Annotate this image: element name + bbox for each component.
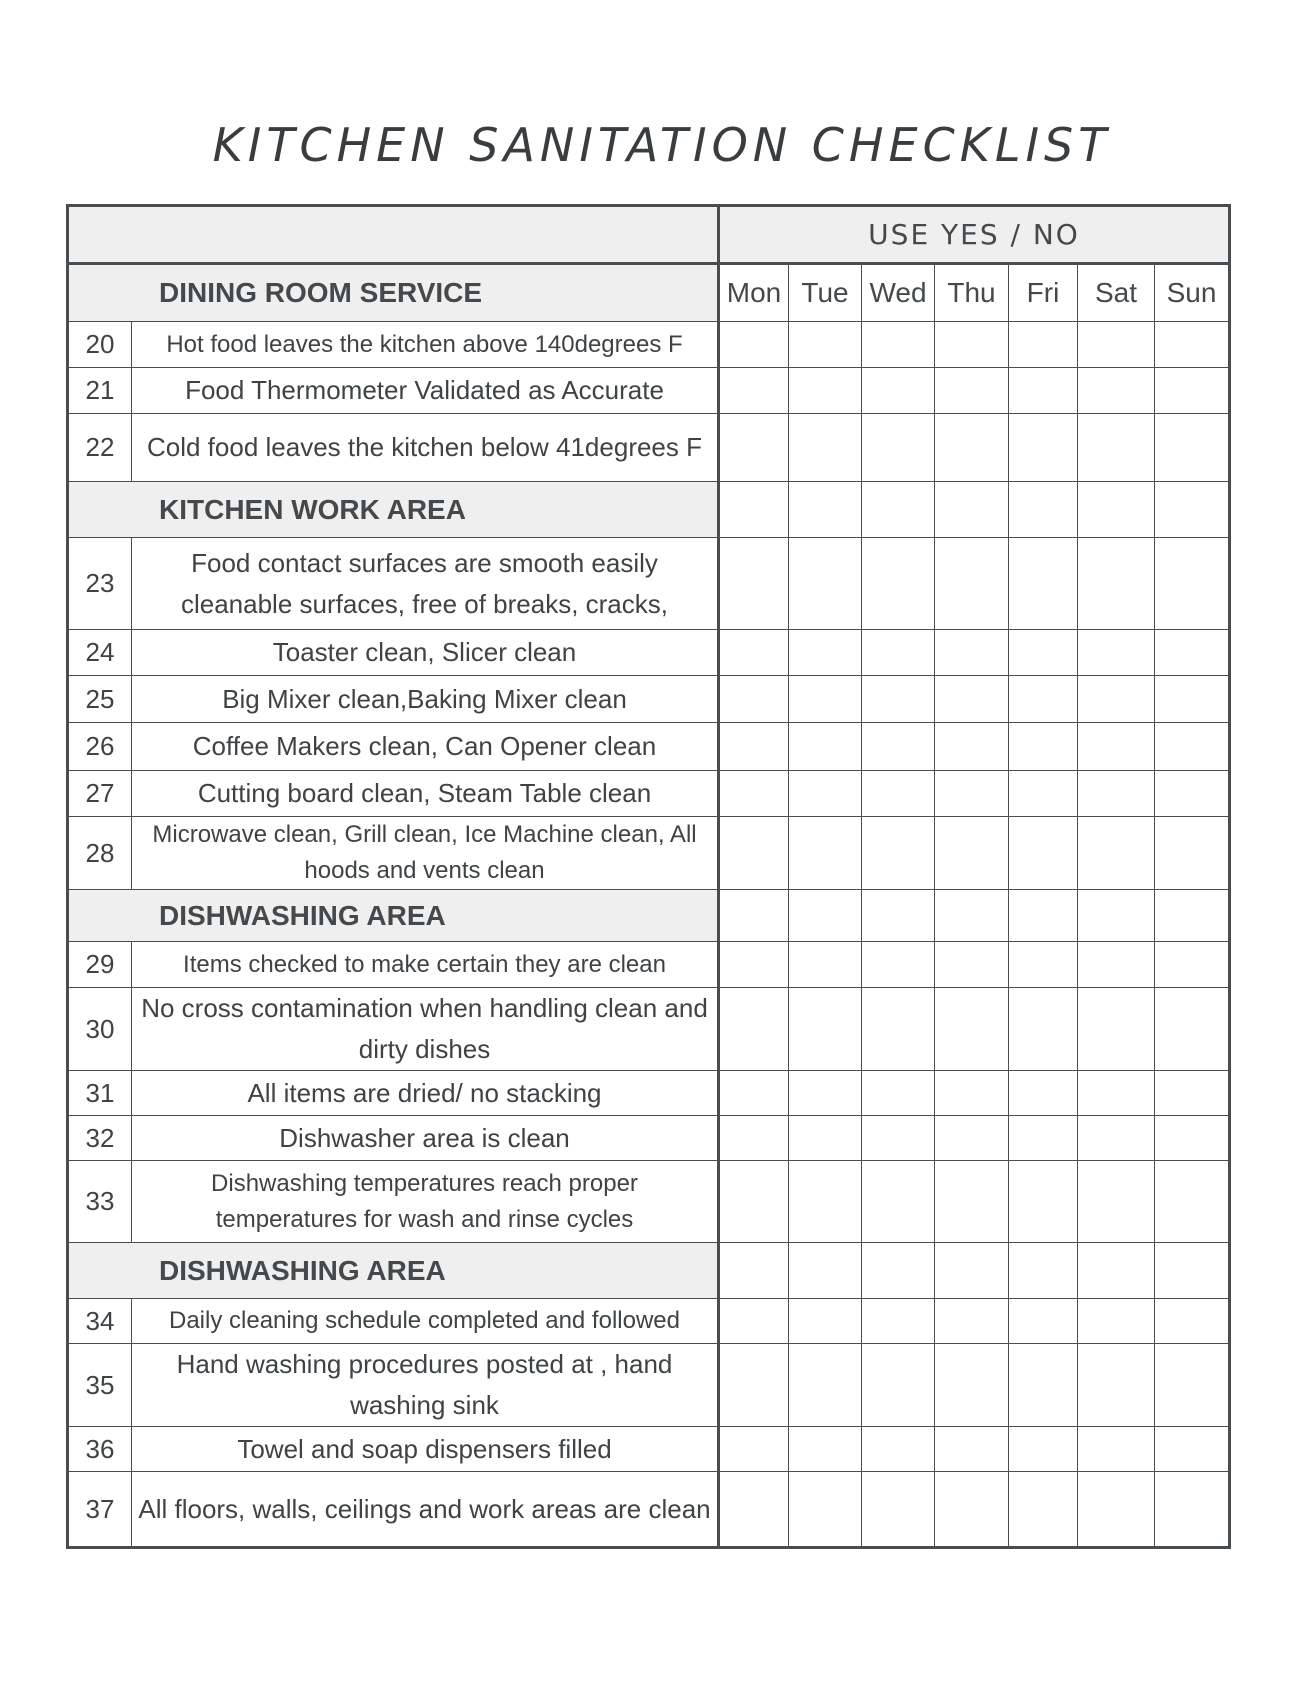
- check-cell-mon[interactable]: [719, 368, 789, 414]
- item-number: 26: [68, 723, 132, 771]
- checklist-row: [68, 1427, 1230, 1472]
- day-header-mon: Mon: [719, 264, 789, 322]
- checklist-row: [68, 1344, 1230, 1427]
- item-number: 29: [68, 942, 132, 988]
- check-cell-fri[interactable]: [1009, 414, 1078, 482]
- check-cell-sun[interactable]: [1155, 988, 1230, 1071]
- check-cell[interactable]: [1155, 1243, 1230, 1299]
- item-description: Toaster clean, Slicer clean: [132, 630, 719, 676]
- section-row: [68, 1243, 1230, 1299]
- checklist-row: [68, 988, 1230, 1071]
- checklist-row: [68, 368, 1230, 414]
- check-cell-wed[interactable]: [862, 368, 935, 414]
- check-cell[interactable]: [1078, 1243, 1155, 1299]
- section-row: [68, 482, 1230, 538]
- item-description: All floors, walls, ceilings and work areas are clean: [132, 1472, 719, 1548]
- check-cell-tue[interactable]: [789, 1299, 862, 1344]
- check-cell-fri[interactable]: [1009, 1427, 1078, 1472]
- checklist-row: [68, 414, 1230, 482]
- check-cell-sun[interactable]: [1155, 1299, 1230, 1344]
- item-description: Hot food leaves the kitchen above 140degrees F: [132, 322, 719, 368]
- checklist-row: [68, 1472, 1230, 1548]
- check-cell-mon[interactable]: [719, 817, 789, 890]
- check-cell-wed[interactable]: [862, 988, 935, 1071]
- item-number: 27: [68, 771, 132, 817]
- check-cell-thu[interactable]: [935, 1427, 1009, 1472]
- check-cell-wed[interactable]: [862, 676, 935, 723]
- page-title: KITCHEN SANITATION CHECKLIST: [212, 118, 1112, 172]
- check-cell[interactable]: [1155, 890, 1230, 942]
- check-cell-mon[interactable]: [719, 988, 789, 1071]
- check-cell-tue[interactable]: [789, 723, 862, 771]
- check-cell-sun[interactable]: [1155, 1427, 1230, 1472]
- check-cell-fri[interactable]: [1009, 988, 1078, 1071]
- item-number: 32: [68, 1116, 132, 1161]
- check-cell-sat[interactable]: [1078, 1071, 1155, 1116]
- check-cell-tue[interactable]: [789, 942, 862, 988]
- check-cell-tue[interactable]: [789, 1161, 862, 1243]
- check-cell-sat[interactable]: [1078, 771, 1155, 817]
- check-cell-tue[interactable]: [789, 771, 862, 817]
- check-cell-thu[interactable]: [935, 1472, 1009, 1548]
- check-cell-sun[interactable]: [1155, 322, 1230, 368]
- check-cell-fri[interactable]: [1009, 676, 1078, 723]
- check-cell-sun[interactable]: [1155, 1344, 1230, 1427]
- check-cell-mon[interactable]: [719, 1071, 789, 1116]
- check-cell-thu[interactable]: [935, 942, 1009, 988]
- check-cell-sat[interactable]: [1078, 1344, 1155, 1427]
- item-number: 28: [68, 817, 132, 890]
- checklist-row: [68, 676, 1230, 723]
- check-cell-wed[interactable]: [862, 771, 935, 817]
- day-header-tue: Tue: [789, 264, 862, 322]
- check-cell[interactable]: [862, 890, 935, 942]
- item-description: Cutting board clean, Steam Table clean: [132, 771, 719, 817]
- checklist-row: [68, 1161, 1230, 1243]
- check-cell-sun[interactable]: [1155, 538, 1230, 630]
- check-cell-sun[interactable]: [1155, 1071, 1230, 1116]
- check-cell-wed[interactable]: [862, 322, 935, 368]
- section-title: DINING ROOM SERVICE: [68, 264, 719, 322]
- checklist-row: [68, 942, 1230, 988]
- check-cell-wed[interactable]: [862, 942, 935, 988]
- day-header-fri: Fri: [1009, 264, 1078, 322]
- section-row: [68, 890, 1230, 942]
- check-cell[interactable]: [1078, 890, 1155, 942]
- check-cell-sat[interactable]: [1078, 723, 1155, 771]
- day-header-wed: Wed: [862, 264, 935, 322]
- item-number: 34: [68, 1299, 132, 1344]
- section-title: DISHWASHING AREA: [68, 890, 719, 942]
- check-cell[interactable]: [719, 482, 789, 538]
- checklist-row: [68, 771, 1230, 817]
- check-cell-sat[interactable]: [1078, 1472, 1155, 1548]
- day-header-thu: Thu: [935, 264, 1009, 322]
- check-cell-thu[interactable]: [935, 368, 1009, 414]
- checklist-table: [66, 204, 1231, 1549]
- check-cell[interactable]: [935, 1243, 1009, 1299]
- check-cell-tue[interactable]: [789, 1427, 862, 1472]
- check-cell-fri[interactable]: [1009, 1344, 1078, 1427]
- item-number: 30: [68, 988, 132, 1071]
- check-cell-tue[interactable]: [789, 676, 862, 723]
- check-cell-thu[interactable]: [935, 1344, 1009, 1427]
- item-description: Food Thermometer Validated as Accurate: [132, 368, 719, 414]
- check-cell-tue[interactable]: [789, 988, 862, 1071]
- check-cell-mon[interactable]: [719, 723, 789, 771]
- check-cell-sun[interactable]: [1155, 1116, 1230, 1161]
- check-cell-sat[interactable]: [1078, 538, 1155, 630]
- check-cell[interactable]: [862, 1243, 935, 1299]
- checklist-row: [68, 723, 1230, 771]
- check-cell[interactable]: [935, 890, 1009, 942]
- check-cell-sat[interactable]: [1078, 368, 1155, 414]
- check-cell-sun[interactable]: [1155, 630, 1230, 676]
- check-cell-sat[interactable]: [1078, 1427, 1155, 1472]
- check-cell-thu[interactable]: [935, 414, 1009, 482]
- check-cell-fri[interactable]: [1009, 368, 1078, 414]
- check-cell-thu[interactable]: [935, 538, 1009, 630]
- item-description: Dishwashing temperatures reach proper temperatures for wash and rinse cycles: [132, 1161, 719, 1243]
- check-cell-wed[interactable]: [862, 538, 935, 630]
- header-blank-cell: [68, 206, 719, 264]
- item-description: Dishwasher area is clean: [132, 1116, 719, 1161]
- item-number: 25: [68, 676, 132, 723]
- header-row: [68, 206, 1230, 264]
- check-cell-mon[interactable]: [719, 1427, 789, 1472]
- check-cell[interactable]: [1009, 482, 1078, 538]
- item-number: 33: [68, 1161, 132, 1243]
- check-cell[interactable]: [1009, 890, 1078, 942]
- check-cell-mon[interactable]: [719, 1344, 789, 1427]
- check-cell-mon[interactable]: [719, 771, 789, 817]
- check-cell-wed[interactable]: [862, 817, 935, 890]
- check-cell-sun[interactable]: [1155, 676, 1230, 723]
- check-cell-mon[interactable]: [719, 1116, 789, 1161]
- check-cell-sat[interactable]: [1078, 1116, 1155, 1161]
- check-cell-mon[interactable]: [719, 630, 789, 676]
- checklist-row: [68, 538, 1230, 630]
- check-cell-sun[interactable]: [1155, 723, 1230, 771]
- check-cell-tue[interactable]: [789, 817, 862, 890]
- item-description: Hand washing procedures posted at , hand washing sink: [132, 1344, 719, 1427]
- check-cell-wed[interactable]: [862, 1116, 935, 1161]
- check-cell-tue[interactable]: [789, 322, 862, 368]
- check-cell-sat[interactable]: [1078, 1299, 1155, 1344]
- checklist-row: [68, 1299, 1230, 1344]
- check-cell-sat[interactable]: [1078, 630, 1155, 676]
- check-cell-sat[interactable]: [1078, 1161, 1155, 1243]
- check-cell-tue[interactable]: [789, 1071, 862, 1116]
- check-cell-mon[interactable]: [719, 1161, 789, 1243]
- check-cell-sat[interactable]: [1078, 414, 1155, 482]
- day-header-sun: Sun: [1155, 264, 1230, 322]
- check-cell-mon[interactable]: [719, 942, 789, 988]
- check-cell-tue[interactable]: [789, 414, 862, 482]
- item-description: No cross contamination when handling clean and dirty dishes: [132, 988, 719, 1071]
- check-cell[interactable]: [719, 1243, 789, 1299]
- check-cell[interactable]: [719, 890, 789, 942]
- check-cell-tue[interactable]: [789, 368, 862, 414]
- check-cell-sun[interactable]: [1155, 1472, 1230, 1548]
- check-cell-tue[interactable]: [789, 1116, 862, 1161]
- check-cell-sat[interactable]: [1078, 322, 1155, 368]
- check-cell-sat[interactable]: [1078, 817, 1155, 890]
- check-cell-thu[interactable]: [935, 771, 1009, 817]
- item-number: 21: [68, 368, 132, 414]
- check-cell-mon[interactable]: [719, 1472, 789, 1548]
- check-cell-thu[interactable]: [935, 1161, 1009, 1243]
- check-cell-fri[interactable]: [1009, 723, 1078, 771]
- check-cell-fri[interactable]: [1009, 1161, 1078, 1243]
- check-cell[interactable]: [789, 1243, 862, 1299]
- check-cell-fri[interactable]: [1009, 630, 1078, 676]
- item-description: Coffee Makers clean, Can Opener clean: [132, 723, 719, 771]
- check-cell-tue[interactable]: [789, 1472, 862, 1548]
- check-cell-wed[interactable]: [862, 723, 935, 771]
- check-cell-wed[interactable]: [862, 1161, 935, 1243]
- check-cell-wed[interactable]: [862, 1299, 935, 1344]
- check-cell-mon[interactable]: [719, 322, 789, 368]
- check-cell-thu[interactable]: [935, 723, 1009, 771]
- check-cell[interactable]: [1009, 1243, 1078, 1299]
- item-description: Cold food leaves the kitchen below 41degrees F: [132, 414, 719, 482]
- check-cell-wed[interactable]: [862, 1472, 935, 1548]
- check-cell-sat[interactable]: [1078, 988, 1155, 1071]
- item-description: Items checked to make certain they are clean: [132, 942, 719, 988]
- item-number: 23: [68, 538, 132, 630]
- check-cell[interactable]: [1078, 482, 1155, 538]
- check-cell-mon[interactable]: [719, 538, 789, 630]
- check-cell-sun[interactable]: [1155, 942, 1230, 988]
- check-cell[interactable]: [789, 482, 862, 538]
- check-cell-tue[interactable]: [789, 538, 862, 630]
- check-cell-wed[interactable]: [862, 414, 935, 482]
- checklist-row: [68, 1116, 1230, 1161]
- check-cell-fri[interactable]: [1009, 1472, 1078, 1548]
- item-number: 35: [68, 1344, 132, 1427]
- item-description: Daily cleaning schedule completed and followed: [132, 1299, 719, 1344]
- check-cell-wed[interactable]: [862, 1344, 935, 1427]
- check-cell[interactable]: [862, 482, 935, 538]
- checklist-row: [68, 322, 1230, 368]
- check-cell-mon[interactable]: [719, 414, 789, 482]
- item-number: 24: [68, 630, 132, 676]
- item-number: 36: [68, 1427, 132, 1472]
- item-number: 22: [68, 414, 132, 482]
- check-cell-fri[interactable]: [1009, 322, 1078, 368]
- section-title: KITCHEN WORK AREA: [68, 482, 719, 538]
- check-cell-fri[interactable]: [1009, 1071, 1078, 1116]
- day-header-sat: Sat: [1078, 264, 1155, 322]
- check-cell-thu[interactable]: [935, 1299, 1009, 1344]
- check-cell[interactable]: [789, 890, 862, 942]
- check-cell-fri[interactable]: [1009, 538, 1078, 630]
- checklist-row: [68, 1071, 1230, 1116]
- item-description: All items are dried/ no stacking: [132, 1071, 719, 1116]
- check-cell-tue[interactable]: [789, 1344, 862, 1427]
- item-description: Towel and soap dispensers filled: [132, 1427, 719, 1472]
- item-description: Microwave clean, Grill clean, Ice Machine clean, All hoods and vents clean: [132, 817, 719, 890]
- check-cell[interactable]: [935, 482, 1009, 538]
- check-cell-sun[interactable]: [1155, 1161, 1230, 1243]
- check-cell-wed[interactable]: [862, 1071, 935, 1116]
- check-cell-sat[interactable]: [1078, 942, 1155, 988]
- item-number: 37: [68, 1472, 132, 1548]
- check-cell-thu[interactable]: [935, 676, 1009, 723]
- check-cell-thu[interactable]: [935, 1116, 1009, 1161]
- check-cell-sun[interactable]: [1155, 817, 1230, 890]
- item-description: Food contact surfaces are smooth easily cleanable surfaces, free of breaks, cracks,: [132, 538, 719, 630]
- check-cell-sat[interactable]: [1078, 676, 1155, 723]
- check-cell-thu[interactable]: [935, 630, 1009, 676]
- check-cell-fri[interactable]: [1009, 771, 1078, 817]
- item-number: 20: [68, 322, 132, 368]
- check-cell-wed[interactable]: [862, 1427, 935, 1472]
- check-cell-sun[interactable]: [1155, 414, 1230, 482]
- check-cell-tue[interactable]: [789, 630, 862, 676]
- check-cell-mon[interactable]: [719, 676, 789, 723]
- section-title: DISHWASHING AREA: [68, 1243, 719, 1299]
- check-cell-fri[interactable]: [1009, 1116, 1078, 1161]
- checklist-row: [68, 630, 1230, 676]
- use-yes-no-header: USE YES / NO: [719, 206, 1230, 264]
- check-cell-fri[interactable]: [1009, 1299, 1078, 1344]
- check-cell-wed[interactable]: [862, 630, 935, 676]
- check-cell-mon[interactable]: [719, 1299, 789, 1344]
- check-cell[interactable]: [1155, 482, 1230, 538]
- item-number: 31: [68, 1071, 132, 1116]
- check-cell-sun[interactable]: [1155, 771, 1230, 817]
- check-cell-fri[interactable]: [1009, 817, 1078, 890]
- check-cell-fri[interactable]: [1009, 942, 1078, 988]
- item-description: Big Mixer clean,Baking Mixer clean: [132, 676, 719, 723]
- section-row: [68, 264, 1230, 322]
- check-cell-thu[interactable]: [935, 817, 1009, 890]
- checklist-row: [68, 817, 1230, 890]
- check-cell-thu[interactable]: [935, 1071, 1009, 1116]
- check-cell-thu[interactable]: [935, 988, 1009, 1071]
- check-cell-sun[interactable]: [1155, 368, 1230, 414]
- check-cell-thu[interactable]: [935, 322, 1009, 368]
